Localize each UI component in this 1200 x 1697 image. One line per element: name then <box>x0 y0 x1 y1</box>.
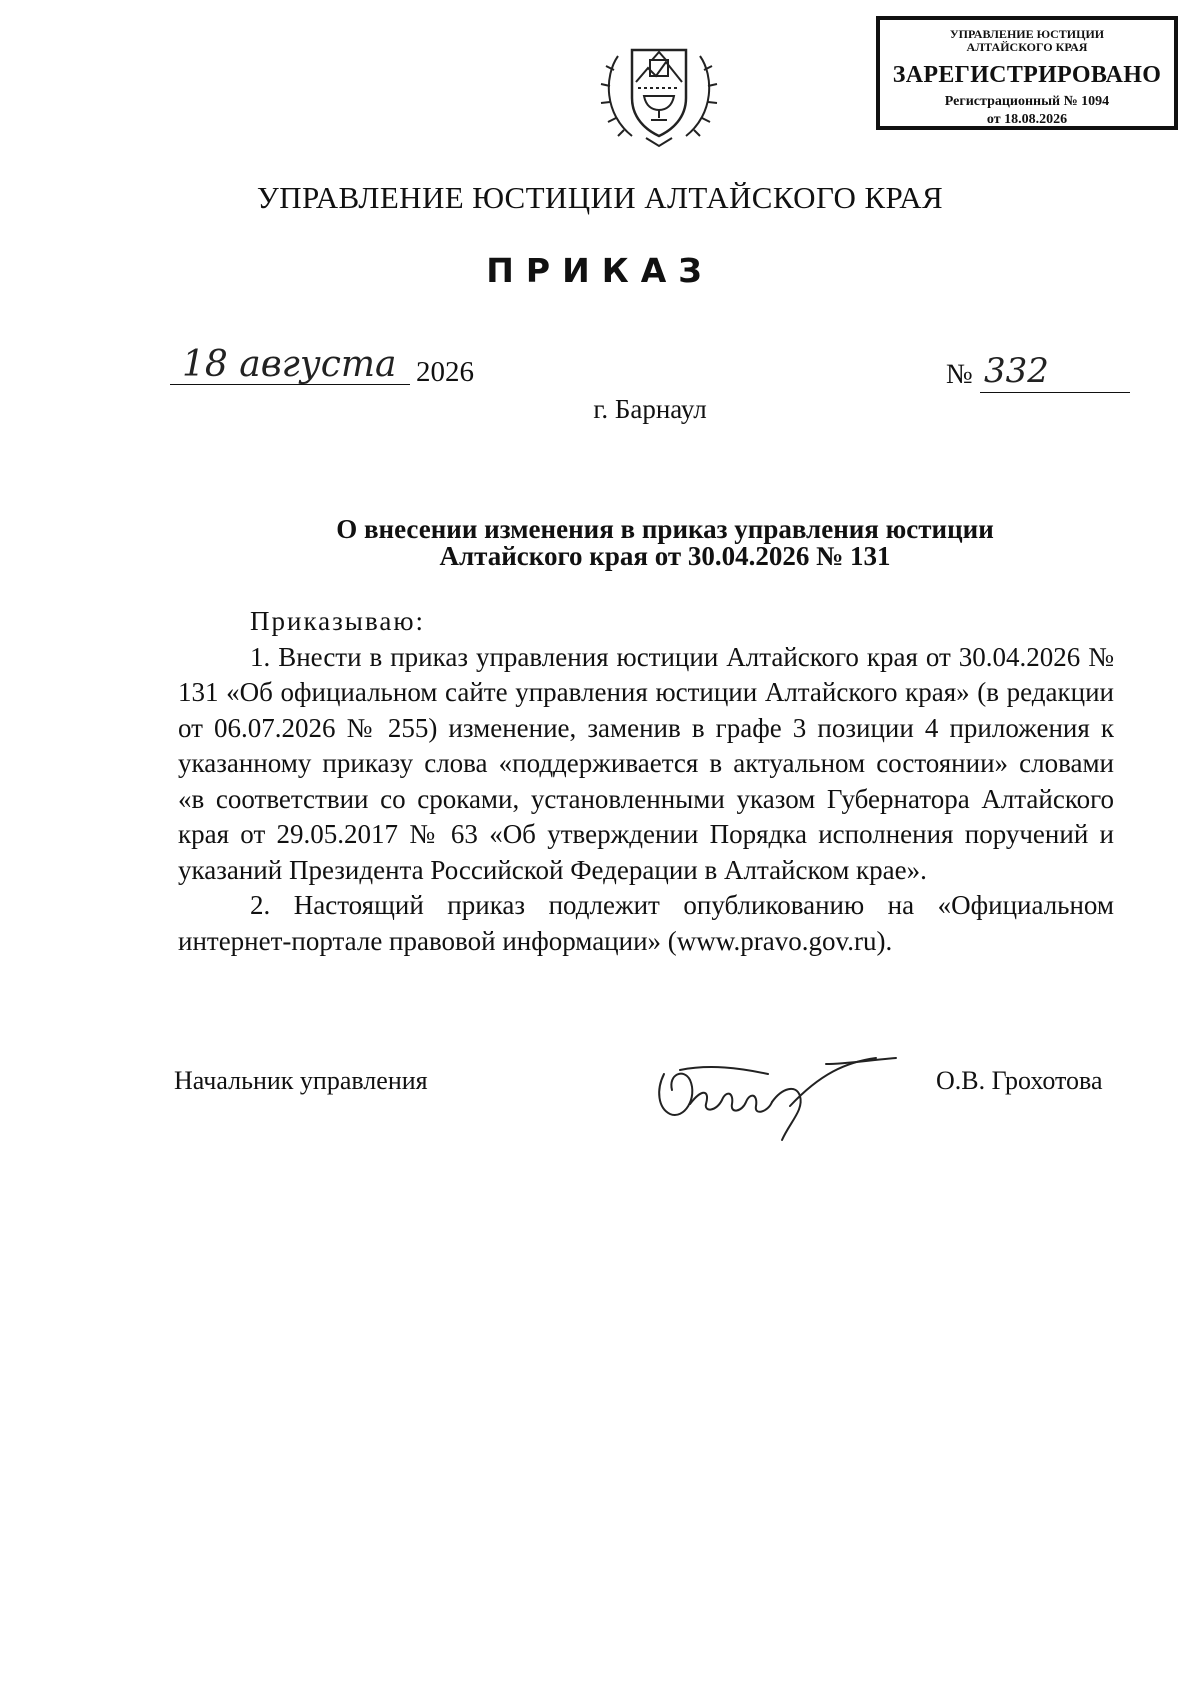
subject-line-1: О внесении изменения в приказ управления юстиции <box>336 514 994 544</box>
document-body <box>178 604 1114 959</box>
body-intro: Приказываю: <box>250 606 425 636</box>
document-type: ПРИКАЗ <box>486 251 714 290</box>
city: г. Барнаул <box>593 394 707 424</box>
number-underline <box>980 392 1130 393</box>
date-year: 2026 <box>416 356 474 388</box>
handwritten-date: 18 августа <box>182 344 397 385</box>
stamp-reg-number: Регистрационный № 1094 <box>944 94 1110 109</box>
stamp-status: ЗАРЕГИСТРИРОВАНО <box>892 62 1162 88</box>
stamp-organization: УПРАВЛЕНИЕ ЮСТИЦИИ АЛТАЙСКОГО КРАЯ <box>949 27 1105 54</box>
body-paragraph-2: 2. Настоящий приказ подлежит опубликованию на «Официальном интернет-портале правовой информации» (www.pravo.gov.ru). <box>178 890 1114 956</box>
document-subject <box>220 516 1110 570</box>
body-paragraph-1: 1. Внести в приказ управления юстиции Алтайского края от 30.04.2026 № 131 «Об официальном сайте управления юстиции Алтайского края» (в редакции от 06.07.2026 № 255) изменение, заменив в графе 3 позиции 4 приложения к указанному приказу слова «поддерживается в актуальном состоянии» словами «в соответствии со сроками, установленными указом Губернатора Алтайского края от 29.05.2017 № 63 «Об утверждении Порядка исполнения поручений и указаний Президента Российской Федерации в Алтайском крае». <box>178 641 1114 885</box>
registration-stamp <box>876 16 1178 130</box>
organization-title: УПРАВЛЕНИЕ ЮСТИЦИИ АЛТАЙСКОГО КРАЯ <box>256 180 944 215</box>
handwritten-signature <box>650 1040 920 1150</box>
signatory-title: Начальник управления <box>174 1066 428 1095</box>
date-underline <box>170 384 410 385</box>
signatory-name: О.В. Грохотова <box>936 1066 1103 1095</box>
number-sign: № <box>946 359 973 390</box>
stamp-reg-date: от 18.08.2026 <box>986 112 1068 127</box>
handwritten-number: 332 <box>984 351 1049 391</box>
subject-line-2: Алтайского края от 30.04.2026 № 131 <box>439 541 891 571</box>
coat-of-arms-icon <box>596 36 722 150</box>
